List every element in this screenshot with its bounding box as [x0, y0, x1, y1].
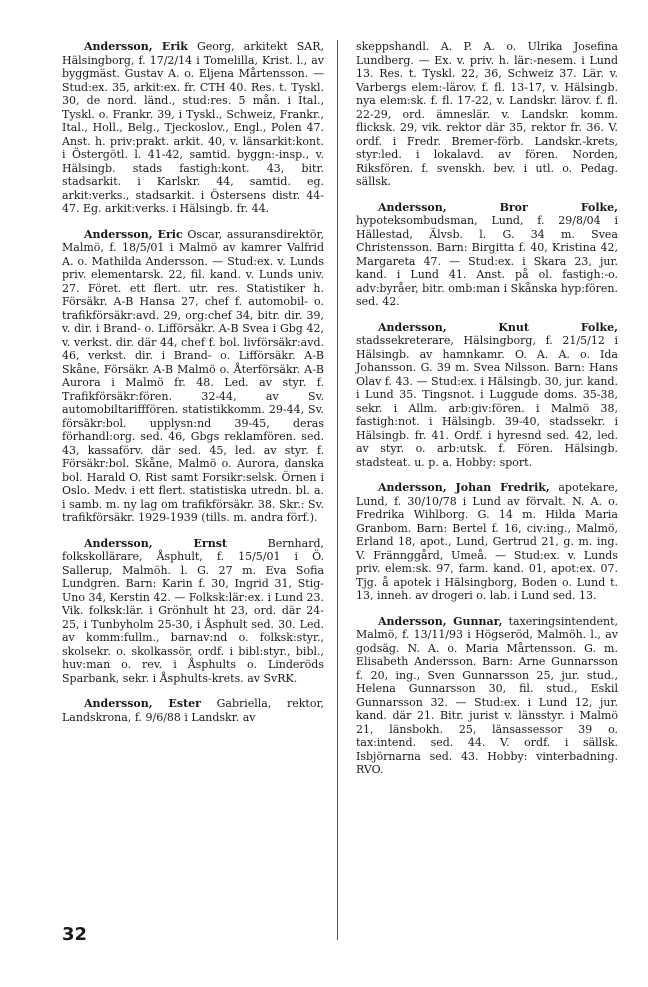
entry-heading: Andersson, Bror Folke,: [378, 200, 618, 214]
entry-text: taxeringsintendent, Malmö, f. 13/11/93 i Högseröd, Malmöh. l., av godsäg. N. A. o. Maria Mårtensson. G. m. Elisabeth Andersson. Barn: Arne Gunnarsson f. 20, ing., Sven Gunnarsson 25, jur. stud., Helena Gunnarsson 30, fil. stud., Eskil Gunnarsson 32. — Stud:ex. i Lund 12, jur. kand. där 21. Bitr. jurist v. länsstyr. i Malmö 21, länsbokh. 25, länsassessor 39 o. tax:intend. sed. 44. V. ordf. i sällsk. Isbjörnarna sed. 43. Hobby: vinterbadning. RVO.: [356, 614, 618, 776]
entry-text: Georg, arkitekt SAR, Hälsingborg, f. 17/2/14 i Tomelilla, Krist. l., av byggmäst. Gustav A. o. Eljena Mårtensson. — Stud:ex. 35, arkit:ex. fr. CTH 40. Res. t. Tyskl. 30, de nord. länd., stud:res. 5 mån. i Ital., Tyskl. o. Frankr. 39, i Tyskl., Schweiz, Frankr., Ital., Holl., Belg., Tjeckoslov., Engl., Polen 47. Anst. h. priv:prakt. arkit. 40, v. länsarkit:kont. i Östergötl. l. 41-42, samtid. byggn:-insp., v. Hälsingb. stads fastigh:kont. 43, bitr. stadsarkit. i Karlskr. 44, samtid. eg. arkit:verks., stadsarkit. i Östersens distr. 44-47. Eg. arkit:verks. i Hälsingb. fr. 44.: [62, 40, 324, 215]
left-column: [62, 40, 324, 736]
entry-text: stadssekreterare, Hälsingborg, f. 21/5/12 i Hälsingb. av hamnkamr. O. A. A. o. Ida Johansson. G. 39 m. Svea Nilsson. Barn: Hans Olav f. 43. — Stud:ex. i Hälsingb. 30, jur. kand. i Lund 35. Tingsnot. i Luggude doms. 35-38, sekr. i Allm. arb:giv:fören. i Malmö 38, fastigh:not. i Hälsingb. 39-40, stadssekr. i Hälsingb. fr. 41. Ordf. i hyresnd sed. 42, led. av styr. o. arb:utsk. f. Fören. Hälsingb. stadsteat. u. p. a. Hobby: sport.: [356, 334, 618, 469]
entry-text: skeppshandl. A. P. A. o. Ulrika Josefina Lundberg. — Ex. v. priv. h. lär:-nesem. i Lund 13. Res. t. Tyskl. 22, 36, Schweiz 37. Lär. v. Varbergs elem:-lärov. f. fl. 13-17, v. Hälsingb. nya elem:sk. f. fl. 17-22, v. Landskr. lärov. f. fl. 22-29, ord. ämneslär. v. Landskr. komm. flicksk. 29, vik. rektor där 35, rektor fr. 36. V. ordf. i Fredr. Bremer-förb. Landskr.-krets, styr:led. i lokalavd. av fören. Norden, Riksfören. f. svenskh. bev. i utl. o. Pedag. sällsk.: [356, 40, 618, 188]
entry-text: apotekare, Lund, f. 30/10/78 i Lund av förvalt. N. A. o. Fredrika Wihlborg. G. 14 m. Hilda Maria Granbom. Barn: Bertel f. 16, civ:ing., Malmö, Erland 18, apot., Lund, Gertrud 21, g. m. ing. V. Frännggård, Umeå. — Stud:ex. v. Lunds priv. elem:sk. 97, farm. kand. 01, apot:ex. 07. Tjg. å apotek i Hälsingborg, Boden o. Lund t. 13, inneh. av drogeri o. lab. i Lund sed. 13.: [356, 481, 619, 602]
entry-heading: Andersson, Knut Folke,: [378, 320, 618, 334]
entry-heading: Andersson, Ernst: [84, 536, 227, 550]
entry-heading: Andersson, Ester: [84, 697, 201, 710]
entry-text: Oscar, assuransdirektör, Malmö, f. 18/5/01 i Malmö av kamrer Valfrid A. o. Mathilda Andersson. — Stud:ex. v. Lunds priv. elementarsk. 22, fil. kand. v. Lunds univ. 27. Föret. ett flert. utr. res. Statistiker h. Försäkr. A-B Hansa 27, chef f. automobil- o. trafikförsäkr:avd. 29, org:chef 34, bitr. dir. 39, v. dir. i Brand- o. Lifförsäkr. A-B Svea i Gbg 42, v. verkst. dir. där 44, chef f. bol. livförsäkr:avd. 46, verkst. dir. i Brand- o. Lifförsäkr. A-B Skåne, Försäkr. A-B Malmö o. Återförsäkr. A-B Aurora i Malmö fr. 48. Led. av styr. f. Trafikförsäkr:fören. 32-44, av Sv. automobiltarifffören. statistikkomm. 29-44, Sv. försäkr:bol. upplysn:nd 39-45, deras förhandl:org. sed. 46, Gbgs reklamfören. sed. 43, kassaförv. där sed. 45, led. av styr. f. Försäkr:bol. Skåne, Malmö o. Aurora, danska bol. Harald O. Rist samt Forsikr:selsk. Örnen i Oslo. Medv. i ett flert. statistiska utredn. bl. a. i samb. m. ny lag om trafikförsäkr. 38. Skr.: Sv. trafikförsäkr. 1929-1939 (tills. m. andra förf.).: [62, 227, 324, 524]
entry-andersson-gunnar: [356, 615, 618, 777]
entry-andersson-knut-folke: [356, 321, 618, 470]
entry-heading: Andersson, Gunnar,: [378, 614, 503, 628]
entry-andersson-ester-continued: [356, 40, 618, 189]
entry-heading: Andersson, Erik: [84, 40, 188, 53]
entry-andersson-eric: [62, 228, 324, 525]
entry-text: Gabriella, rektor, Landskrona, f. 9/6/88 i Landskr. av: [62, 697, 325, 724]
entry-andersson-bror-folke: [356, 201, 618, 309]
right-column: [356, 40, 618, 789]
entry-andersson-ester: [62, 697, 324, 724]
entry-andersson-johan-fredrik: [356, 481, 618, 603]
entry-andersson-erik: [62, 40, 324, 216]
entry-text: Bernhard, folkskollärare, Åsphult, f. 15/5/01 i Ö. Sallerup, Malmöh. l. G. 27 m. Eva Sofia Lundgren. Barn: Karin f. 30, Ingrid 31, Stig-Uno 34, Kerstin 42. — Folksk:lär:ex. i Lund 23. Vik. folksk:lär. i Grönhult ht 23, ord. där 24-25, i Tunbyholm 25-30, i Åsphult sed. 30. Led. av komm:fullm., barnav:nd o. folksk:styr., skolsekr. o. skolkassör, ordf. i bibl:styr., bibl., huv:man o. rev. i Åsphults o. Linderöds Sparbank, sekr. i Åsphults-krets. av SvRK.: [62, 536, 324, 685]
entry-heading: Andersson, Johan Fredrik,: [378, 481, 550, 494]
entry-andersson-ernst: [62, 537, 324, 686]
column-divider: [337, 40, 338, 940]
page-number: 32: [62, 924, 88, 945]
entry-text: hypoteksombudsman, Lund, f. 29/8/04 i Hällestad, Älvsb. l. G. 34 m. Svea Christensson. Barn: Birgitta f. 40, Kristina 42, Margareta 47. — Stud:ex. i Skara 23, jur. kand. i Lund 41. Anst. på ol. fastigh:-o. adv:byråer, bitr. omb:man i Skånska hyp:fören. sed. 42.: [356, 214, 618, 308]
entry-heading: Andersson, Eric: [84, 227, 183, 241]
